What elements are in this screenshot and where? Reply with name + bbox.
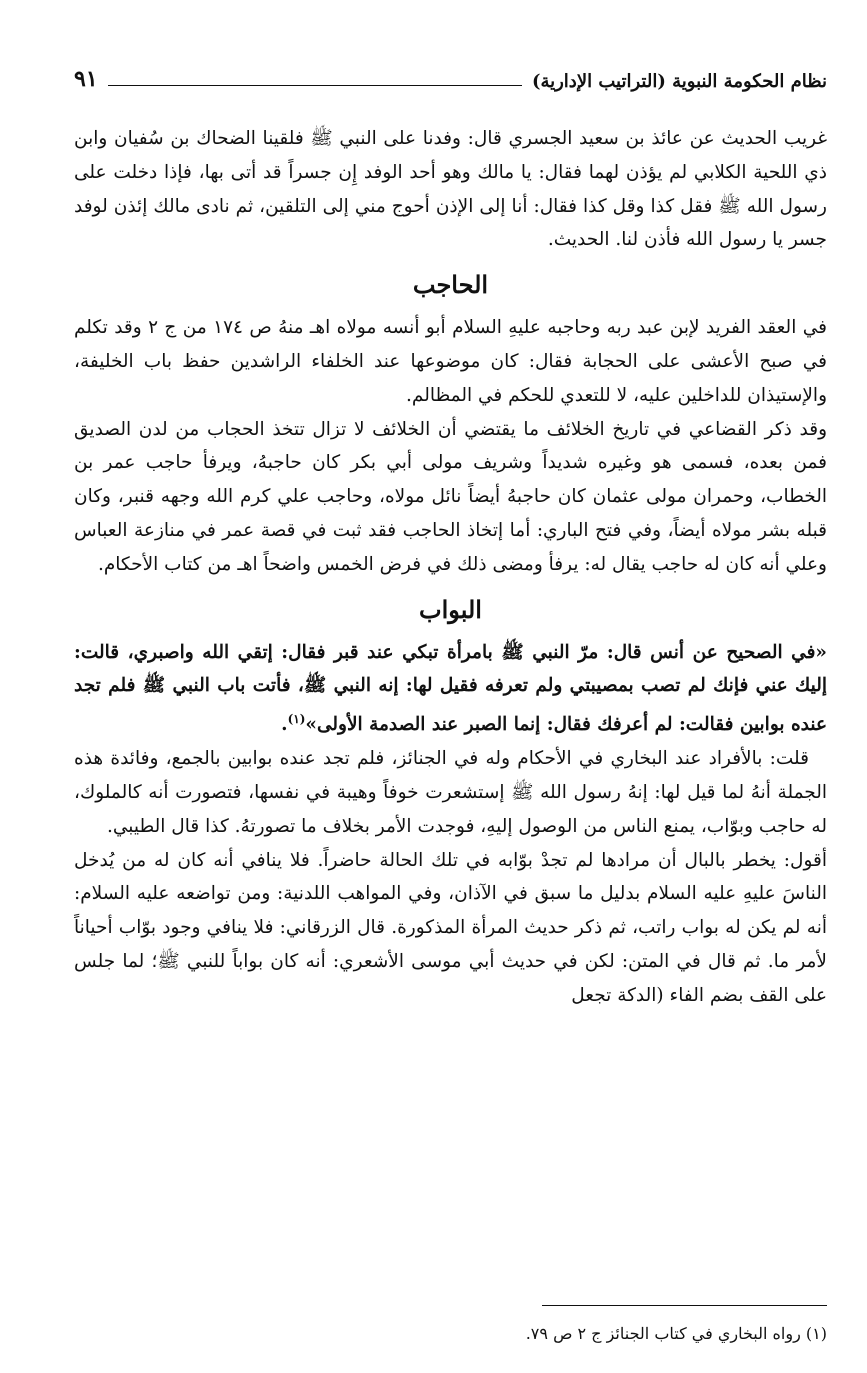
- hadith-end: .: [281, 714, 288, 736]
- hajib-paragraph-2: وقد ذكر القضاعي في تاريخ الخلائف ما يقتضي أن الخلائف لا تزال تتخذ الحجاب من لدن الصديق فمن بعده، فسمى هو وغيره شديداً وشريف مولى أبي بكر كان حاجبهُ، ويرفأ حاجب عمر بن الخطاب، وحمران مولى عثمان كان حاجبهُ أيضاً نائل مولاه، وحاجب علي كرم الله وجهه قنبر، وكان قبله بشر مولاه أيضاً، وفي فتح الباري: أما إتخاذ الحاجب فقد ثبت في قصة عمر في منازعة العباس وعلي أنه كان له حاجب يقال له: يرفأ ومضى ذلك في فرض الخمس واضحاً اهـ من كتاب الأحكام.: [74, 418, 827, 575]
- footnote-rule: [542, 1305, 827, 1306]
- hajib-paragraph-1: في العقد الفريد لإبن عبد ربه وحاجبه عليهِ السلام أبو أنسه مولاه اهـ منهُ ص ١٧٤ من ج ٢ وقد تكلم في صبح الأعشى على الحجابة فقال: كان موضوعها عند الخلفاء الراشدين حفظ باب الخليفة، والإستيذان للداخلين عليه، لا للتعدي للحكم في المظالم.: [74, 317, 827, 406]
- hadith-paragraph: [74, 636, 827, 743]
- section-heading-hajib: الحاجب: [412, 270, 489, 300]
- header-rule: [108, 85, 522, 86]
- bawwab-paragraph-2: أقول: يخطر بالبال أن مرادها لم تجدْ بوّابه في تلك الحالة حاضراً. فلا ينافي أنه كان له من يُدخل الناسَ عليهِ عليه السلام بدليل ما سبق في الآذان، وفي المواهب اللدنية: ومن تواضعه عليه السلام: أنه لم يكن له بواب راتب، ثم ذكر حديث المرأة المذكورة. قال الزرقاني: فلا ينافي وجود بوّاب أحياناً لأمر ما. ثم قال في المتن: لكن في حديث أبي موسى الأشعري: أنه كان بواباً للنبي ﷺ؛ لما جلس على القف بضم الفاء (الدكة تجعل: [74, 849, 827, 1006]
- footnote-reference: (١): [287, 712, 306, 727]
- running-title: نظام الحكومة النبوية (التراتيب الإدارية): [531, 71, 827, 92]
- section-heading-bawwab: البواب: [419, 594, 482, 624]
- page-number: ٩١: [74, 66, 98, 92]
- intro-paragraph: غريب الحديث عن عائذ بن سعيد الجسري قال: وفدنا على النبي ﷺ فلقينا الضحاك بن سُفيان وابن ذي اللحية الكلابي لم يؤذن لهما فقال: يا مالك وهو أحد الوفد إِن جسراً قد أتى بها، فإذا دخلت على رسول الله ﷺ فقل كذا وقل كذا فقال: أنا إلى الإذن أحوج مني إلى التلقين، ثم نادى مالك إئذن لوفد جسر يا رسول الله فأذن لنا. الحديث.: [74, 128, 827, 251]
- bawwab-paragraph-1: قلت: بالأفراد عند البخاري في الأحكام وله في الجنائز، فلم تجد عنده بوابين بالجمع، وفائدة هذه الجملة أنهُ لما قيل لها: إنهُ رسول الله ﷺ إستشعرت خوفاً وهيبة في نفسها، فتصورت أنه كالملوك، له حاجب وبوّاب، يمنع الناس من الوصول إليهِ، فوجدت الأمر بخلاف ما تصورتهُ. كذا قال الطيبي.: [74, 748, 827, 837]
- running-header: [74, 58, 827, 92]
- footnote: (١) رواه البخاري في كتاب الجنائز ج ٢ ص ٧٩.: [525, 1324, 827, 1343]
- hadith-text: «في الصحيح عن أنس قال: مرّ النبي ﷺ بامرأة تبكي عند قبر فقال: إتقي الله واصبري، قالت: إليك عني فإنك لم تصب بمصيبتي ولم تعرفه فقيل لها: إنه النبي ﷺ، فأتت باب النبي ﷺ فلم تجد عنده بوابين فقالت: لم أعرفك فقال: إنما الصبر عند الصدمة الأولى»: [74, 641, 827, 736]
- body-text: [74, 122, 827, 1012]
